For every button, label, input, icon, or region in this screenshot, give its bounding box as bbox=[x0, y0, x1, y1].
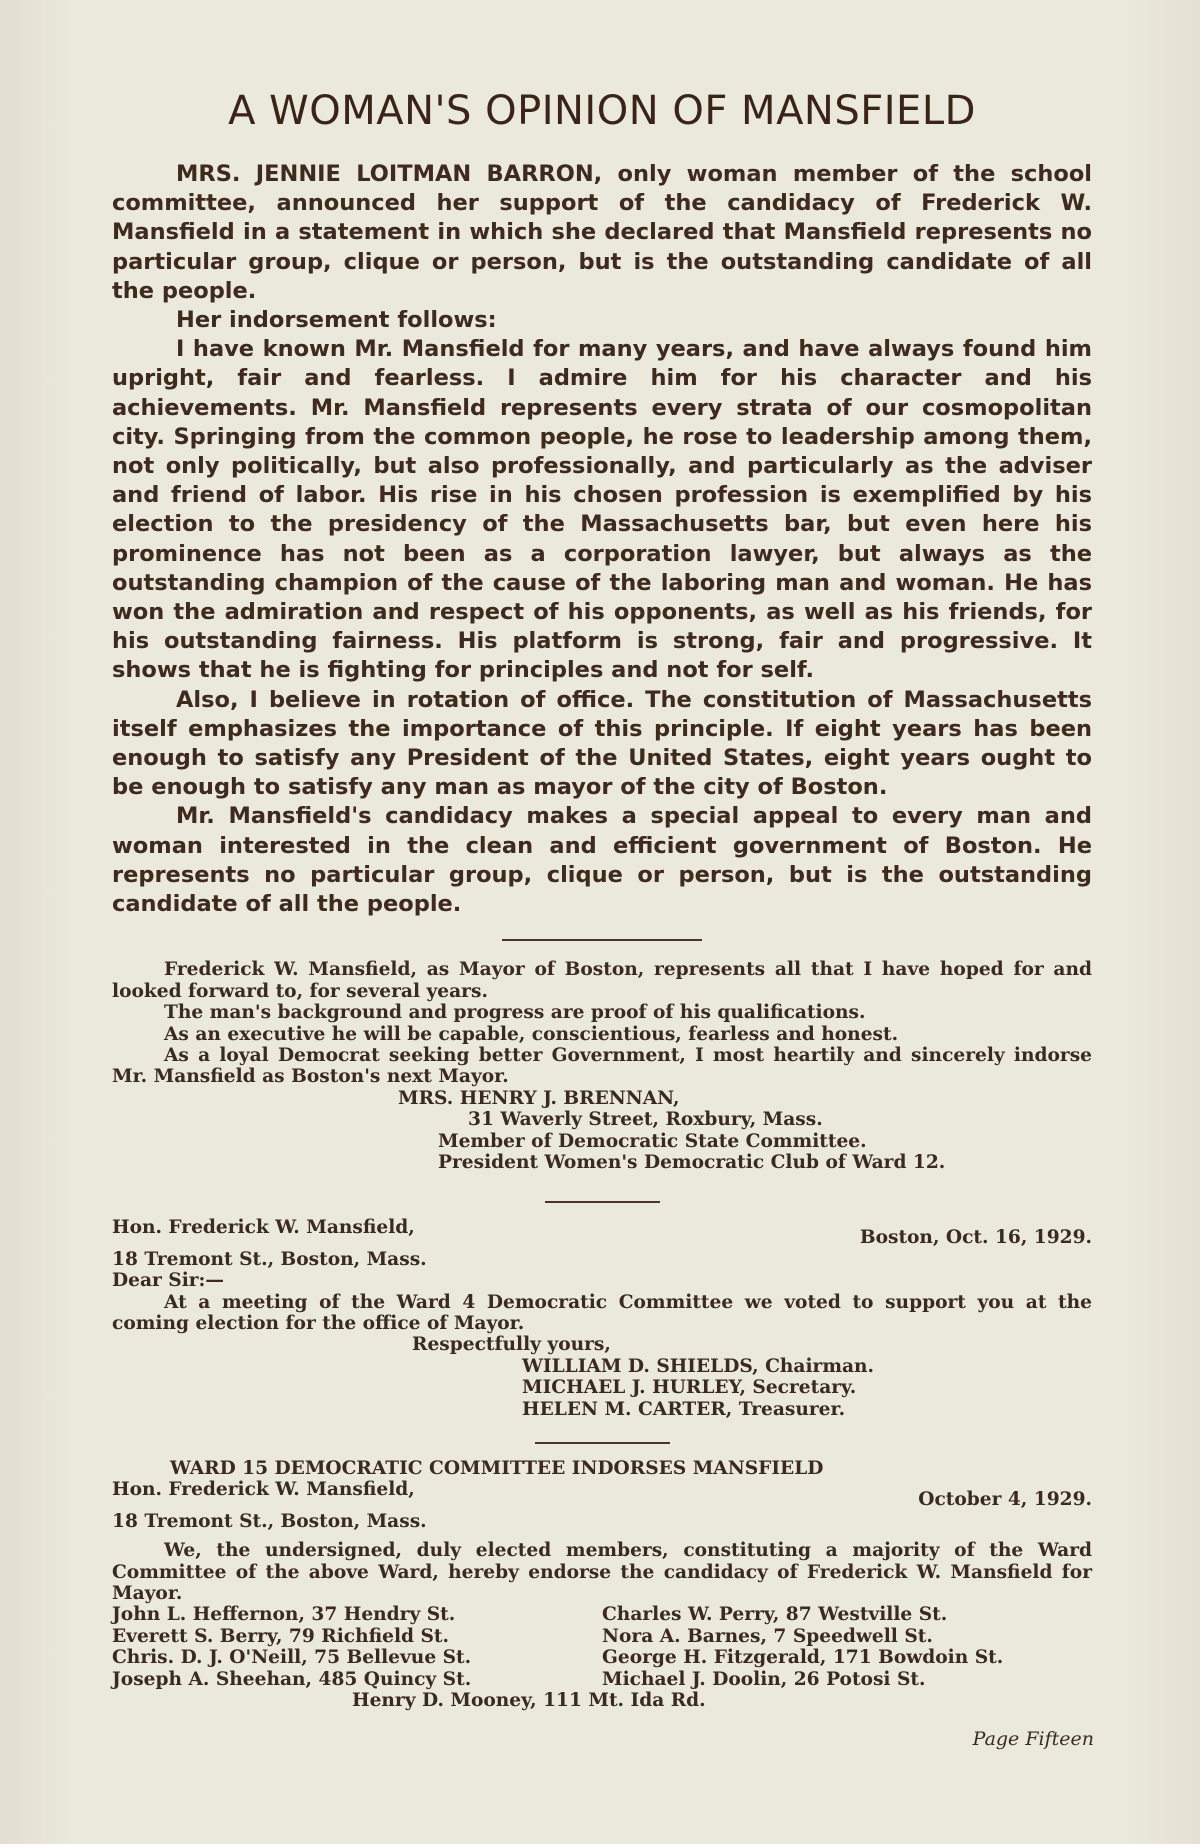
brennan-signature-role-1: Member of Democratic State Committee. bbox=[438, 1130, 867, 1152]
article-paragraph-3: Mr. Mansfield's candidacy makes a special appeal to every man and woman interested in the clean and efficient government of Boston. He represents no particular group, clique or person, but is the outstanding candidate of all the people. bbox=[112, 803, 1092, 918]
barron-article bbox=[112, 160, 1092, 919]
section-divider bbox=[545, 1201, 660, 1203]
section-divider bbox=[535, 1442, 670, 1444]
ward15-endorsement bbox=[112, 1458, 1092, 1711]
signatory: Everett S. Berry, 79 Richfield St. bbox=[112, 1625, 449, 1647]
ward4-signature-1: WILLIAM D. SHIELDS, Chairman. bbox=[522, 1355, 875, 1377]
ward4-body: At a meeting of the Ward 4 Democratic Committee we voted to support you at the coming election for the office of Mayor. bbox=[112, 1291, 1092, 1334]
brennan-signature-name: MRS. HENRY J. BRENNAN, bbox=[398, 1087, 680, 1109]
brennan-line-1: Frederick W. Mansfield, as Mayor of Boston, represents all that I have hoped for and looked forward to, for several years. bbox=[112, 959, 1092, 1002]
ward4-salutation: Dear Sir:— bbox=[112, 1270, 225, 1292]
signatory: Joseph A. Sheehan, 485 Quincy St. bbox=[112, 1668, 472, 1690]
ward15-heading: WARD 15 DEMOCRATIC COMMITTEE INDORSES MANSFIELD bbox=[170, 1458, 824, 1479]
page-title: A WOMAN'S OPINION OF MANSFIELD bbox=[228, 88, 976, 134]
brennan-line-2: The man's background and progress are proof of his qualifications. bbox=[164, 1002, 866, 1024]
ward4-header-row bbox=[112, 1217, 1092, 1248]
signatory: George H. Fitzgerald, 171 Bowdoin St. bbox=[602, 1647, 1004, 1669]
signatory: Michael J. Doolin, 26 Potosi St. bbox=[602, 1668, 926, 1690]
brennan-signature-address: 31 Waverly Street, Roxbury, Mass. bbox=[468, 1109, 823, 1131]
ward4-closing: Respectfully yours, bbox=[412, 1334, 611, 1356]
ward15-signatories bbox=[112, 1604, 1092, 1690]
article-paragraph-1: I have known Mr. Mansfield for many years, and have always found him upright, fair and fearless. I admire him for his character and his achievements. Mr. Mansfield represents every strata of our cosmopolitan city. Springing from the common people, he rose to leadership among them, not only politically, but also professionally, and particularly as the adviser and friend of labor. His rise in his chosen profession is exemplified by his election to the presidency of the Massachusetts bar, but even here his prominence has not been as a corporation lawyer, but always as the outstanding champion of the cause of the laboring man and woman. He has won the admiration and respect of his opponents, as well as his friends, for his outstanding fairness. His platform is strong, fair and progressive. It shows that he is fighting for principles and not for self. bbox=[112, 336, 1092, 684]
signatory: John L. Heffernon, 37 Hendry St. bbox=[112, 1604, 456, 1626]
brennan-line-3: As an executive he will be capable, conscientious, fearless and honest. bbox=[164, 1023, 899, 1045]
ward15-addressee-2: 18 Tremont St., Boston, Mass. bbox=[112, 1510, 427, 1532]
article-intro: Her indorsement follows: bbox=[176, 307, 497, 334]
ward4-date: Boston, Oct. 16, 1929. bbox=[859, 1227, 1092, 1249]
page-number: Page Fifteen bbox=[972, 1728, 1094, 1750]
brennan-statement bbox=[112, 959, 1092, 1173]
signatory: Charles W. Perry, 87 Westville St. bbox=[602, 1604, 948, 1626]
ward15-date: October 4, 1929. bbox=[918, 1489, 1092, 1511]
ward15-body: We, the undersigned, duly elected members, constituting a majority of the Ward Committee of the above Ward, hereby endorse the candidacy of Frederick W. Mansfield for Mayor. bbox=[112, 1540, 1092, 1605]
signatory: Nora A. Barnes, 7 Speedwell St. bbox=[602, 1625, 933, 1647]
ward4-letter bbox=[112, 1217, 1092, 1420]
signatory: Henry D. Mooney, 111 Mt. Ida Rd. bbox=[352, 1690, 706, 1712]
ward15-addressee-1: Hon. Frederick W. Mansfield, bbox=[112, 1479, 415, 1501]
article-paragraph-2: Also, I believe in rotation of office. The constitution of Massachusetts itself emphasizes the importance of this principle. If eight years has been enough to satisfy any President of the United States, eight years ought to be enough to satisfy any man as mayor of the city of Boston. bbox=[112, 686, 1092, 801]
ward4-signature-3: HELEN M. CARTER, Treasurer. bbox=[522, 1398, 846, 1420]
signatory: Chris. D. J. O'Neill, 75 Bellevue St. bbox=[112, 1647, 472, 1669]
brennan-line-4: As a loyal Democrat seeking better Government, I most heartily and sincerely indorse Mr. Mansfield as Boston's next Mayor. bbox=[112, 1044, 1092, 1088]
brennan-signature-role-2: President Women's Democratic Club of Ward 12. bbox=[438, 1151, 946, 1173]
ward4-addressee-1: Hon. Frederick W. Mansfield, bbox=[112, 1217, 415, 1239]
ward15-header-row bbox=[112, 1479, 1092, 1510]
section-divider bbox=[502, 939, 702, 941]
ward4-signature-2: MICHAEL J. HURLEY, Secretary. bbox=[522, 1377, 857, 1399]
ward4-addressee-2: 18 Tremont St., Boston, Mass. bbox=[112, 1248, 427, 1270]
article-lead: MRS. JENNIE LOITMAN BARRON, only woman member of the school committee, announced her support of the candidacy of Frederick W. Mansfield in a statement in which she declared that Mansfield represents no particular group, clique or person, but is the outstanding candidate of all the people. bbox=[112, 161, 1092, 304]
